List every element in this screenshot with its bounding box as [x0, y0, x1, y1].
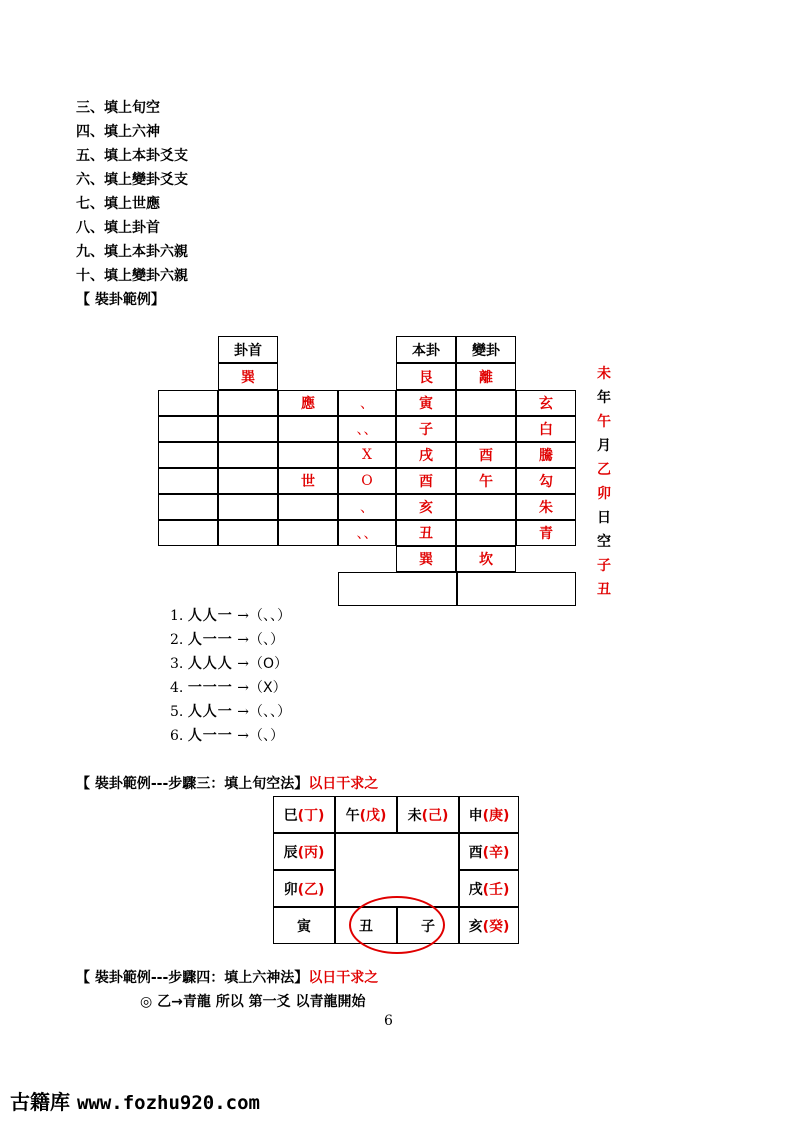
shiying-cell [278, 416, 338, 442]
grid-cell-wei [397, 796, 459, 833]
steps-list [76, 96, 188, 288]
branch-label: 子 [421, 918, 435, 935]
biangua-branch-cell: 酉 [456, 442, 516, 468]
liushen-cell: 朱 [516, 494, 576, 520]
yao-mark-cell: X [338, 442, 396, 468]
date-char: 卯 [597, 486, 611, 502]
step4-heading-red: 以日干求之 [308, 970, 379, 986]
step3-heading [76, 772, 378, 796]
legend-pattern: 人人人 [187, 656, 233, 672]
biangua-name: 離 [456, 363, 516, 390]
yao-mark-cell: 、、 [338, 416, 396, 442]
branch-label: 酉 [468, 844, 483, 861]
liushen-cell: 白 [516, 416, 576, 442]
empty-cell [218, 468, 278, 494]
legend-result: （O） [249, 656, 289, 672]
branch-label: 巳 [283, 807, 298, 824]
biangua-branch-cell: 午 [456, 468, 516, 494]
bottom-biangua-cell: 坎 [456, 546, 516, 572]
step4-heading-text: 【 裝卦範例---步驟四：填上六神法】 [76, 970, 309, 986]
legend-pattern: 人人一 [187, 704, 233, 720]
stem-label: (壬) [482, 881, 510, 898]
bengua-branch-cell: 戌 [396, 442, 456, 468]
step-item: 十、填上變卦六親 [76, 268, 188, 284]
step3-heading-red: 以日干求之 [308, 776, 379, 792]
legend-item [170, 676, 291, 700]
empty-cell [218, 390, 278, 416]
date-char: 未 [597, 366, 611, 382]
yao-legend [170, 604, 291, 748]
stem-label: (癸) [482, 918, 510, 935]
grid-cell-si [273, 796, 335, 833]
step4-heading [76, 966, 378, 990]
branch-label: 辰 [283, 844, 298, 861]
step-item: 三、填上旬空 [76, 100, 160, 116]
branch-label: 卯 [283, 881, 298, 898]
branch-label: 未 [407, 807, 422, 824]
biangua-branch-cell [456, 416, 516, 442]
biangua-branch-cell [456, 390, 516, 416]
legend-number: 4. [170, 680, 184, 696]
liushen-cell: 騰 [516, 442, 576, 468]
legend-result: （、、） [249, 608, 291, 624]
footer-url: www.fozhu920.com [76, 1092, 260, 1114]
legend-item [170, 604, 291, 628]
example-heading: 【 裝卦範例】 [76, 292, 165, 308]
shiying-cell: 世 [278, 468, 338, 494]
legend-number: 2. [170, 632, 184, 648]
branch-label: 丑 [359, 918, 373, 935]
step-item: 五、填上本卦爻支 [76, 148, 188, 164]
grid-cell-xu [459, 870, 519, 907]
liushen-cell: 勾 [516, 468, 576, 494]
header-bengua: 本卦 [396, 336, 456, 363]
stem-label: (庚) [482, 807, 510, 824]
bengua-branch-cell: 酉 [396, 468, 456, 494]
date-char: 丑 [597, 582, 611, 598]
legend-number: 1. [170, 608, 184, 624]
footer-watermark [10, 1086, 260, 1115]
arrow-icon: → [237, 656, 249, 672]
yao-mark-cell: O [338, 468, 396, 494]
bengua-branch-cell: 寅 [396, 390, 456, 416]
legend-result: （、） [249, 632, 284, 648]
biangua-branch-cell [456, 494, 516, 520]
grid-cell-hai [459, 907, 519, 944]
stem-label: (丁) [297, 807, 325, 824]
stem-label: (辛) [482, 844, 510, 861]
empty-cell [218, 442, 278, 468]
bengua-branch-cell: 子 [396, 416, 456, 442]
date-char: 子 [597, 558, 611, 574]
shiying-cell [278, 520, 338, 546]
stem-label: (己) [421, 807, 449, 824]
empty-cell [218, 520, 278, 546]
header-biangua: 變卦 [456, 336, 516, 363]
arrow-icon: → [237, 608, 249, 624]
stem-label: (戊) [359, 807, 387, 824]
biangua-branch-cell [456, 520, 516, 546]
legend-item [170, 724, 291, 748]
legend-number: 5. [170, 704, 184, 720]
guashou-value: 巽 [218, 363, 278, 390]
legend-pattern: 人一一 [187, 728, 233, 744]
legend-pattern: 一一一 [187, 680, 233, 696]
date-char: 乙 [597, 462, 611, 478]
legend-item [170, 652, 291, 676]
step-item: 七、填上世應 [76, 196, 160, 212]
grid-cell-you [459, 833, 519, 870]
liushen-cell: 玄 [516, 390, 576, 416]
step-item: 八、填上卦首 [76, 220, 160, 236]
legend-result: （X） [249, 680, 287, 696]
step4-note: ◎ 乙→青龍 所以 第一爻 以青龍開始 [140, 994, 366, 1010]
grid-cell-shen [459, 796, 519, 833]
legend-number: 6. [170, 728, 184, 744]
date-char: 空 [597, 534, 611, 550]
date-char: 午 [597, 414, 611, 430]
shiying-cell [278, 442, 338, 468]
bengua-branch-cell: 丑 [396, 520, 456, 546]
empty-cell [218, 494, 278, 520]
legend-result: （、） [249, 728, 284, 744]
empty-cell [158, 494, 218, 520]
grid-cell-wu [335, 796, 397, 833]
empty-cell [158, 416, 218, 442]
date-char: 年 [597, 390, 611, 406]
stem-label: (丙) [297, 844, 325, 861]
empty-cell [158, 442, 218, 468]
page-number: 6 [384, 1013, 393, 1029]
empty-cell [338, 572, 458, 606]
legend-number: 3. [170, 656, 184, 672]
arrow-icon: → [237, 680, 249, 696]
grid-cell-chen [273, 833, 335, 870]
legend-pattern: 人人一 [187, 608, 233, 624]
step-item: 四、填上六神 [76, 124, 160, 140]
step-item: 九、填上本卦六親 [76, 244, 188, 260]
liushen-cell: 青 [516, 520, 576, 546]
empty-cell [456, 572, 576, 606]
branch-label: 午 [345, 807, 360, 824]
legend-item [170, 700, 291, 724]
arrow-icon: → [237, 728, 249, 744]
step3-heading-text: 【 裝卦範例---步驟三：填上旬空法】 [76, 776, 309, 792]
yao-mark-cell: 、 [338, 390, 396, 416]
void-circle-mark [349, 896, 445, 954]
branch-label: 戌 [468, 881, 483, 898]
step-item: 六、填上變卦爻支 [76, 172, 188, 188]
shiying-cell: 應 [278, 390, 338, 416]
yao-mark-cell: 、 [338, 494, 396, 520]
branch-label: 申 [468, 807, 483, 824]
empty-cell [158, 390, 218, 416]
bengua-branch-cell: 亥 [396, 494, 456, 520]
date-char: 月 [597, 438, 611, 454]
branch-label: 寅 [297, 918, 311, 935]
legend-item [170, 628, 291, 652]
grid-cell-mao [273, 870, 335, 907]
grid-cell-yin [273, 907, 335, 944]
legend-result: （、、） [249, 704, 291, 720]
arrow-icon: → [237, 632, 249, 648]
date-column [593, 362, 615, 602]
empty-cell [158, 468, 218, 494]
header-guashou: 卦首 [218, 336, 278, 363]
yao-mark-cell: 、、 [338, 520, 396, 546]
stem-label: (乙) [297, 881, 325, 898]
hexagram-table [158, 336, 576, 604]
footer-brand: 古籍库 [10, 1090, 70, 1114]
bottom-bengua-cell: 巽 [396, 546, 456, 572]
shiying-cell [278, 494, 338, 520]
date-char: 日 [597, 510, 611, 526]
arrow-icon: → [237, 704, 249, 720]
legend-pattern: 人一一 [187, 632, 233, 648]
empty-cell [218, 416, 278, 442]
bengua-name: 艮 [396, 363, 456, 390]
empty-cell [158, 520, 218, 546]
branch-label: 亥 [468, 918, 483, 935]
